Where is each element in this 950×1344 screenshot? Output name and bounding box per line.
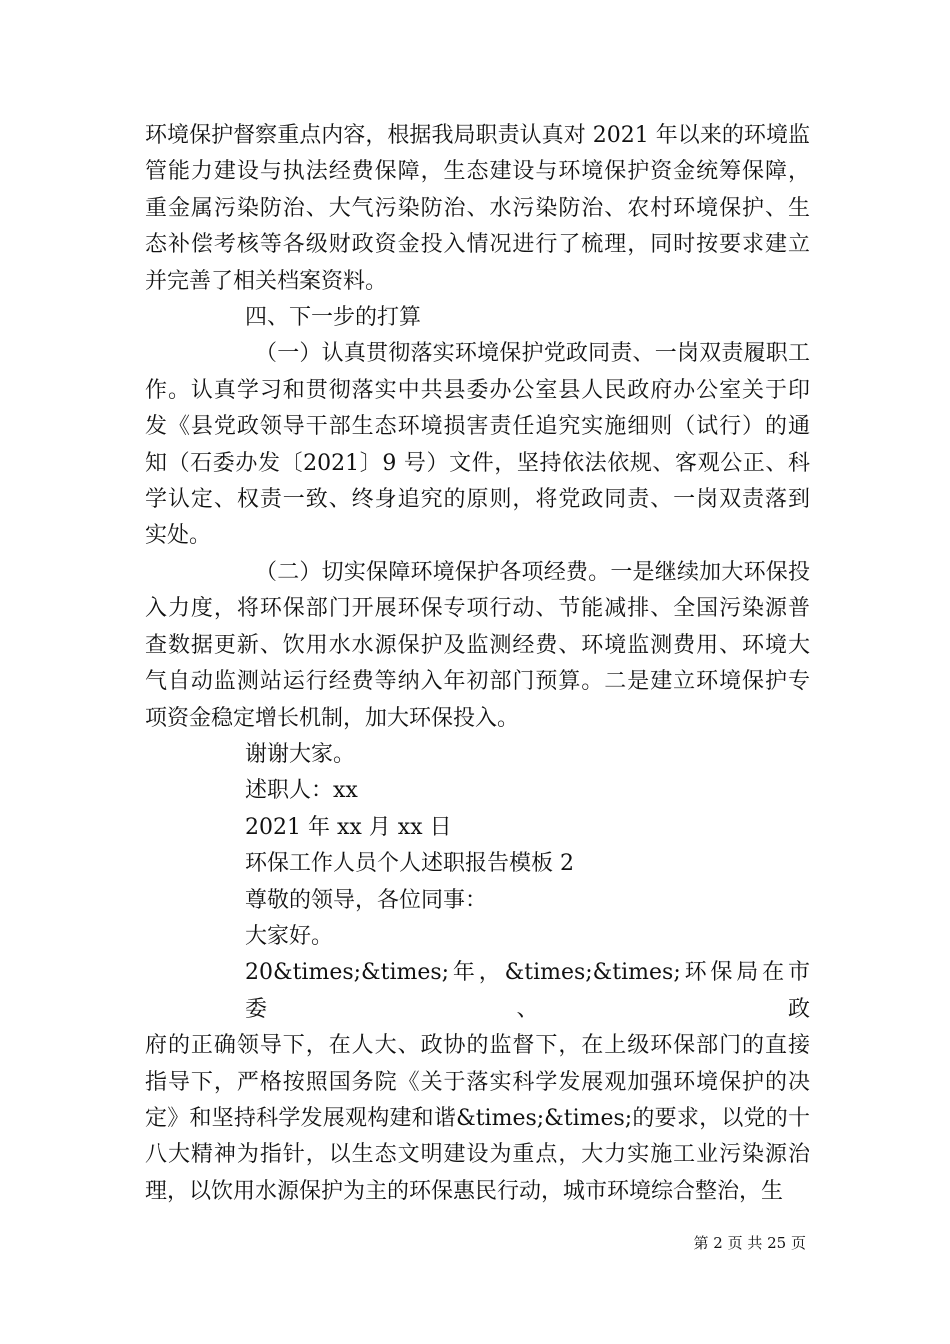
text-line: 尊敬的领导，各位同事：: [245, 887, 488, 913]
text-line: 谢谢大家。: [245, 741, 356, 767]
text-line: 实处。: [145, 523, 212, 549]
text-line: 府的正确领导下，在人大、政协的监督下，在上级环保部门的直接: [145, 1033, 810, 1059]
paragraph-p5: [145, 737, 810, 773]
paragraph-p11: [145, 955, 810, 1210]
text-line: 态补偿考核等各级财政资金投入情况进行了梳理，同时按要求建立: [145, 232, 810, 258]
text-line: 入力度，将环保部门开展环保专项行动、节能减排、全国污染源普: [145, 596, 810, 622]
paragraph-p4: [145, 555, 810, 737]
paragraph-p7: [145, 810, 810, 846]
paragraph-p9: [145, 883, 810, 919]
text-line: 管能力建设与执法经费保障，生态建设与环境保护资金统筹保障，: [145, 159, 810, 185]
paragraph-p8: [145, 846, 810, 882]
paragraph-p3: [145, 336, 810, 554]
text-line: 气自动监测站运行经费等纳入年初部门预算。二是建立环境保护专: [145, 669, 810, 695]
text-line: 2021 年 xx 月 xx 日: [245, 814, 452, 840]
text-line: 理，以饮用水源保护为主的环保惠民行动，城市环境综合整治，生: [145, 1178, 784, 1204]
text-line: 述职人：xx: [245, 778, 358, 804]
text-line: （二）切实保障环境保护各项经费。一是继续加大环保投: [255, 559, 810, 585]
text-line: 环境保护督察重点内容，根据我局职责认真对 2021 年以来的环境监: [145, 123, 810, 148]
paragraph-p2: [145, 300, 810, 336]
text-line: 作。认真学习和贯彻落实中共县委办公室县人民政府办公室关于印: [145, 377, 810, 403]
text-line: 大家好。: [245, 923, 334, 949]
paragraph-p10: [145, 919, 810, 955]
paragraph-container: [145, 118, 810, 1210]
text-line: 环保工作人员个人述职报告模板 2: [245, 851, 574, 877]
page-number: 第 2 页 共 25 页: [693, 1234, 806, 1252]
text-line: 八大精神为指针，以生态文明建设为重点，大力实施工业污染源治: [145, 1142, 810, 1168]
text-line: 指导下，严格按照国务院《关于落实科学发展观加强环境保护的决: [145, 1069, 810, 1095]
text-line: 项资金稳定增长机制，加大环保投入。: [145, 705, 520, 731]
document-body: [145, 118, 810, 1210]
text-line: 定》和坚持科学发展观构建和谐&times;&times;的要求，以党的十: [145, 1105, 810, 1131]
text-line: 学认定、权责一致、终身追究的原则，将党政同责、一岗双责落到: [145, 487, 810, 513]
text-line: 重金属污染防治、大气污染防治、水污染防治、农村环境保护、生: [145, 195, 810, 221]
paragraph-p1: [145, 118, 810, 300]
text-line: 20&times;&times;年，&times;&times;环保局在市委、政: [245, 960, 810, 1022]
paragraph-p6: [145, 773, 810, 809]
text-line: 并完善了相关档案资料。: [145, 268, 388, 294]
text-line: 四、下一步的打算: [245, 305, 422, 331]
text-line: （一）认真贯彻落实环境保护党政同责、一岗双责履职工: [255, 341, 810, 367]
text-line: 发《县党政领导干部生态环境损害责任追究实施细则（试行）的通: [145, 414, 810, 440]
text-line: 查数据更新、饮用水水源保护及监测经费、环境监测费用、环境大: [145, 632, 810, 658]
text-line: 知（石委办发〔2021〕9 号）文件，坚持依法依规、客观公正、科: [145, 450, 810, 476]
